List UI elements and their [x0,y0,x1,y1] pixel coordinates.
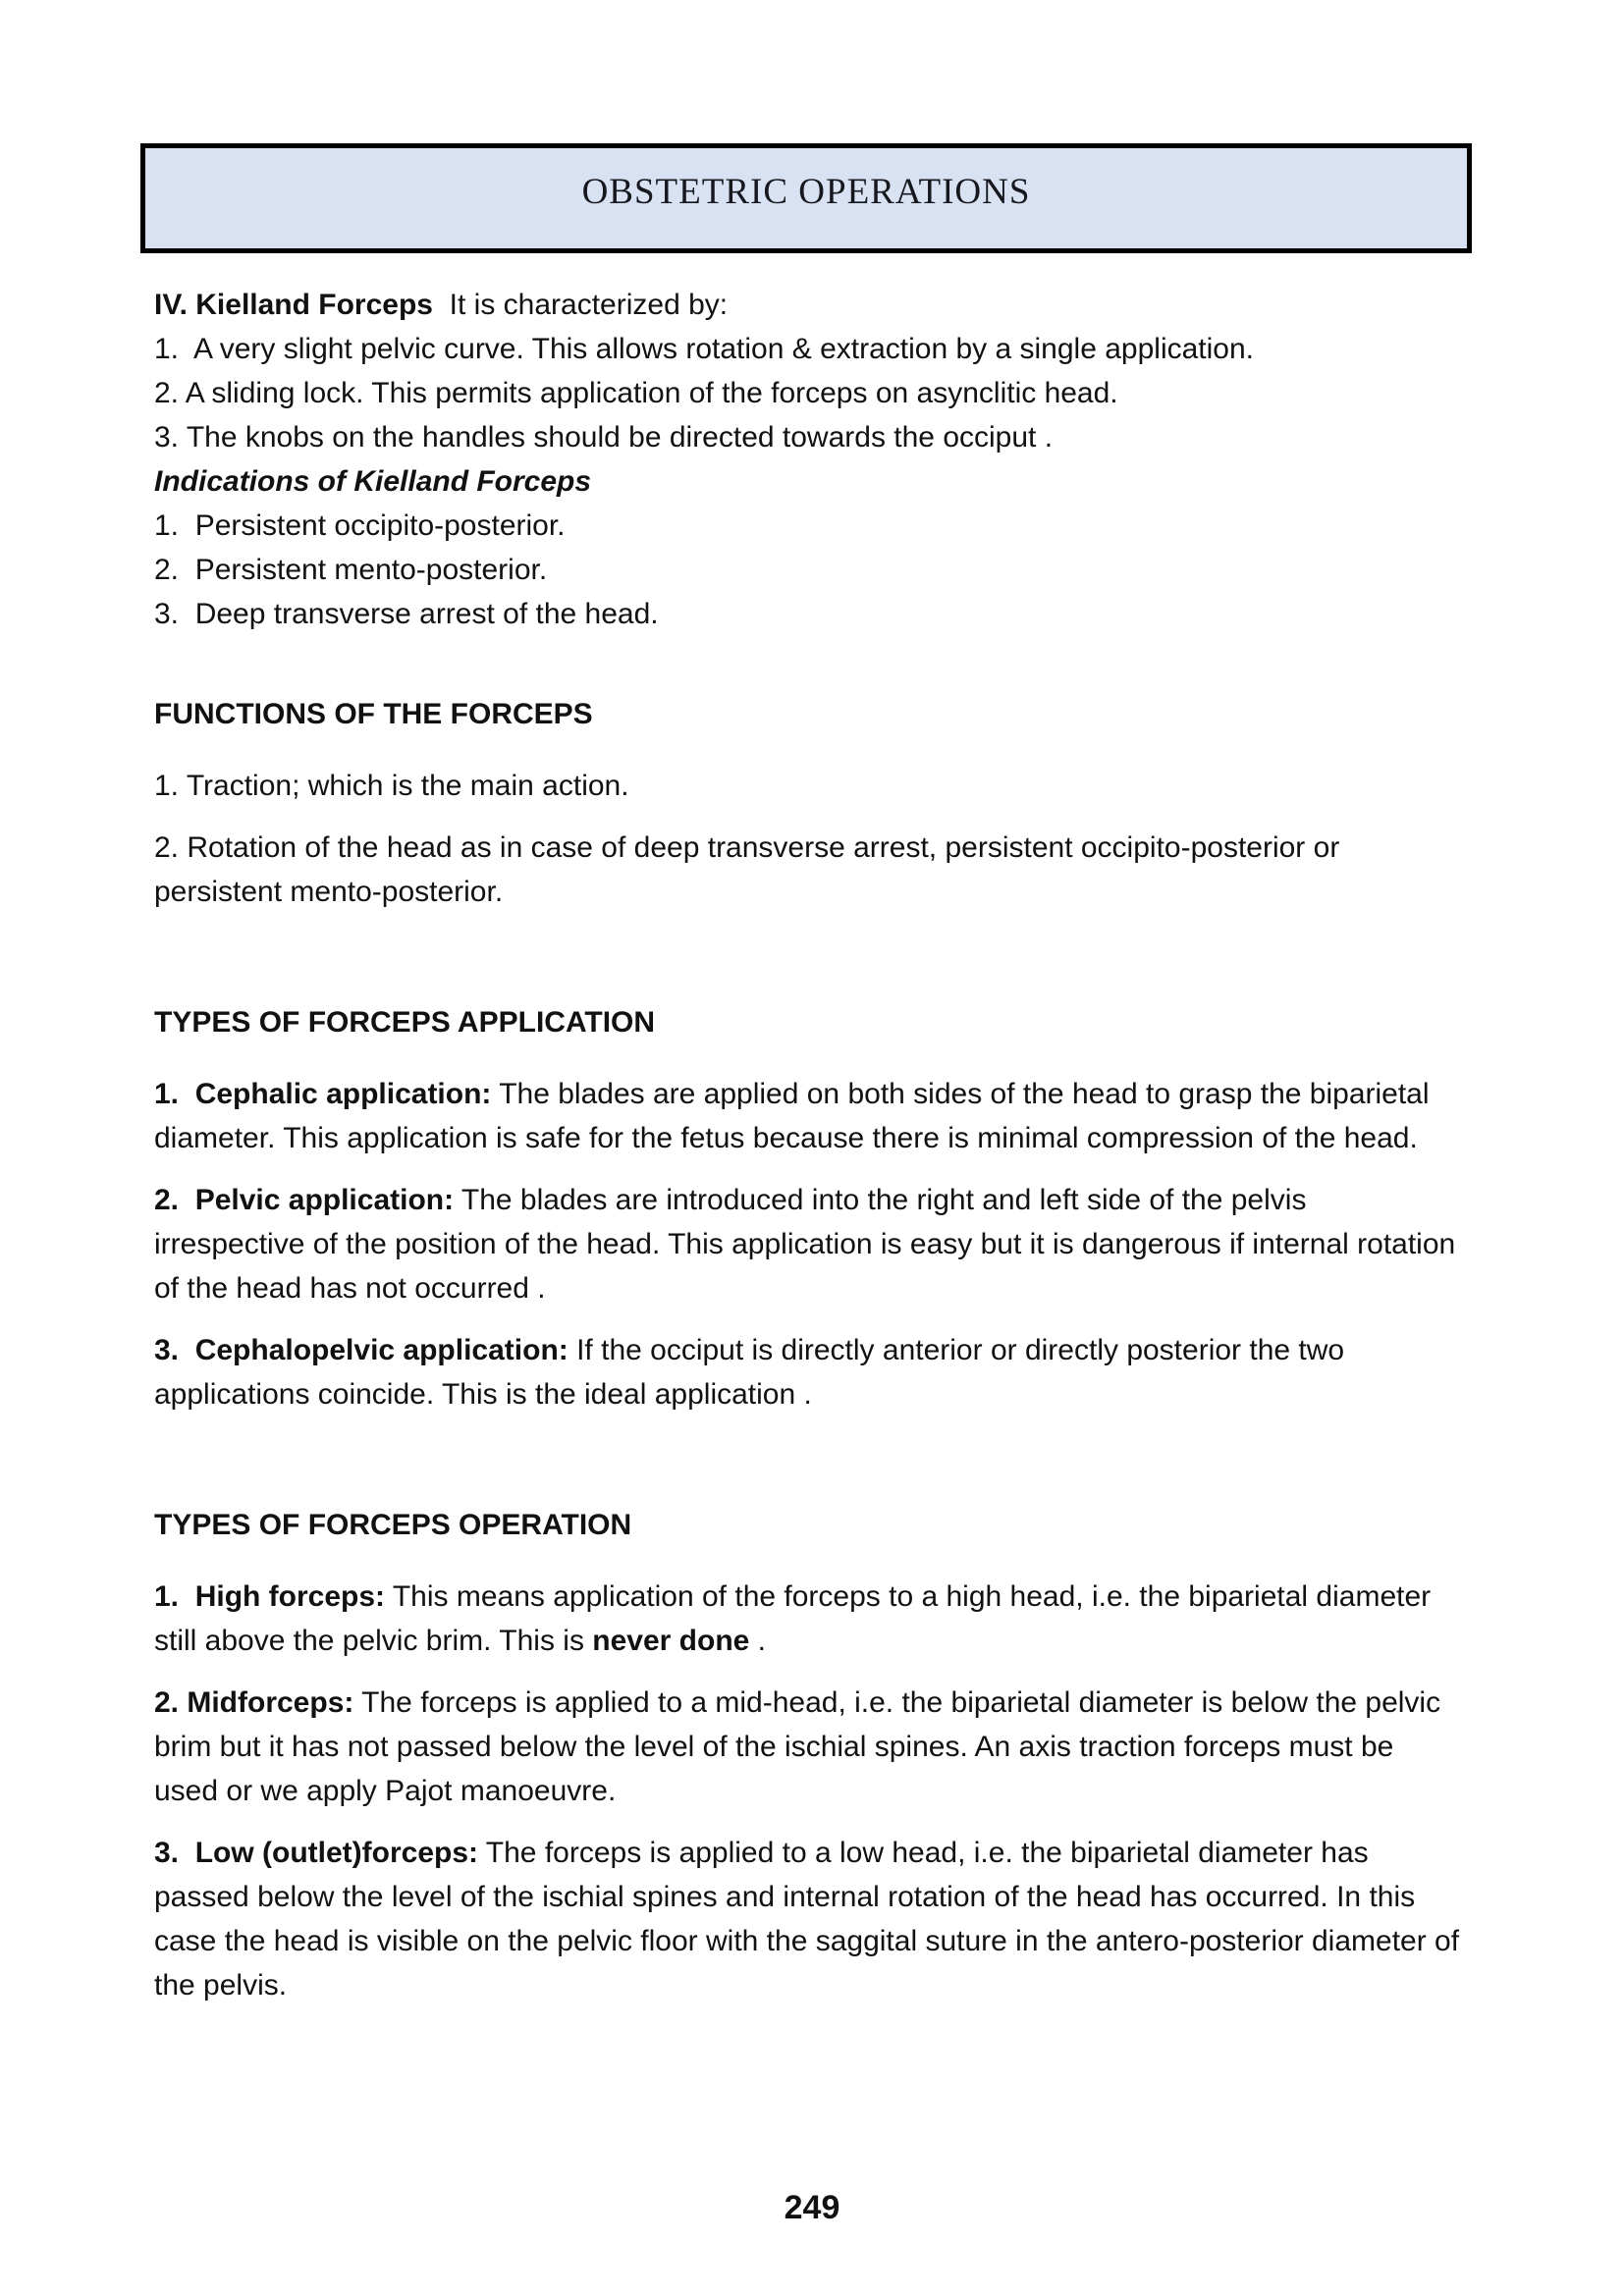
application-type-2 [154,1178,1462,1310]
functions-item-1: 1. Traction; which is the main action. [154,770,629,802]
application-type-1-label: 1. Cephalic application: [154,1078,492,1110]
kielland-lead-bold: IV. Kielland Forceps [154,289,433,321]
indications-heading: Indications of Kielland Forceps [154,465,592,498]
section-heading-application-types: TYPES OF FORCEPS APPLICATION [154,1006,656,1039]
functions-item-2: 2. Rotation of the head as in case of deep transverse arrest, persistent occipito-posterior or persistent mento-posterior. [154,831,1348,908]
title-box [140,143,1472,253]
page-title: OBSTETRIC OPERATIONS [581,171,1031,212]
kielland-item-2: 2. A sliding lock. This permits application of the forceps on asynclitic head. [154,377,1118,409]
operation-type-1-text: This means application of the forceps to a high head, i.e. the biparietal diameter still above the pelvic brim. This is [154,1580,1439,1657]
indication-item-3: 3. Deep transverse arrest of the head. [154,598,659,630]
kielland-item-3: 3. The knobs on the handles should be directed towards the occiput . [154,421,1054,454]
section-heading-operation-types: TYPES OF FORCEPS OPERATION [154,1509,632,1541]
kielland-lead-line [154,283,1462,327]
section-heading-functions: FUNCTIONS OF THE FORCEPS [154,698,593,730]
operation-type-1-emphasis: never done [592,1625,750,1657]
application-type-3-text: If the occiput is directly anterior or directly posterior the two applications coincide. This is the ideal application . [154,1334,1353,1411]
operation-type-1 [154,1575,1462,1663]
kielland-lead-rest: It is characterized by: [433,289,729,321]
application-type-1 [154,1072,1462,1160]
kielland-item-1: 1. A very slight pelvic curve. This allows rotation & extraction by a single application. [154,333,1255,365]
operation-type-3-label: 3. Low (outlet)forceps: [154,1837,478,1869]
page-number: 249 [784,2189,840,2226]
application-type-2-text: The blades are introduced into the right and left side of the pelvis irrespective of the position of the head. This application is easy but it is dangerous if internal rotation of the head has not occurred . [154,1184,1464,1305]
operation-type-1-label: 1. High forceps: [154,1580,386,1613]
application-type-3-label: 3. Cephalopelvic application: [154,1334,568,1366]
indication-item-1: 1. Persistent occipito-posterior. [154,509,566,542]
operation-type-3 [154,1831,1468,2007]
application-type-2-label: 2. Pelvic application: [154,1184,455,1216]
operation-type-2-text: The forceps is applied to a mid-head, i.e. the biparietal diameter is below the pelvic brim but it has not passed below the level of the ischial spines. An axis traction forceps must be used or we apply Pajot manoeuvre. [154,1686,1449,1807]
operation-type-2 [154,1681,1462,1813]
operation-type-3-text: The forceps is applied to a low head, i.e. the biparietal diameter has passed below the level of the ischial spines and internal rotation of the head has occurred. In this case the head is visible on the pelvic floor with the saggital suture in the antero-posterior diameter of the pelvis. [154,1837,1468,2002]
indication-item-2: 2. Persistent mento-posterior. [154,554,548,586]
document-body [154,283,1468,2025]
operation-type-1-tail: . [749,1625,767,1657]
operation-type-2-label: 2. Midforceps: [154,1686,354,1719]
application-type-3 [154,1328,1462,1416]
application-type-1-text: The blades are applied on both sides of the head to grasp the biparietal diameter. This application is safe for the fetus because there is minimal compression of the head. [154,1078,1437,1154]
